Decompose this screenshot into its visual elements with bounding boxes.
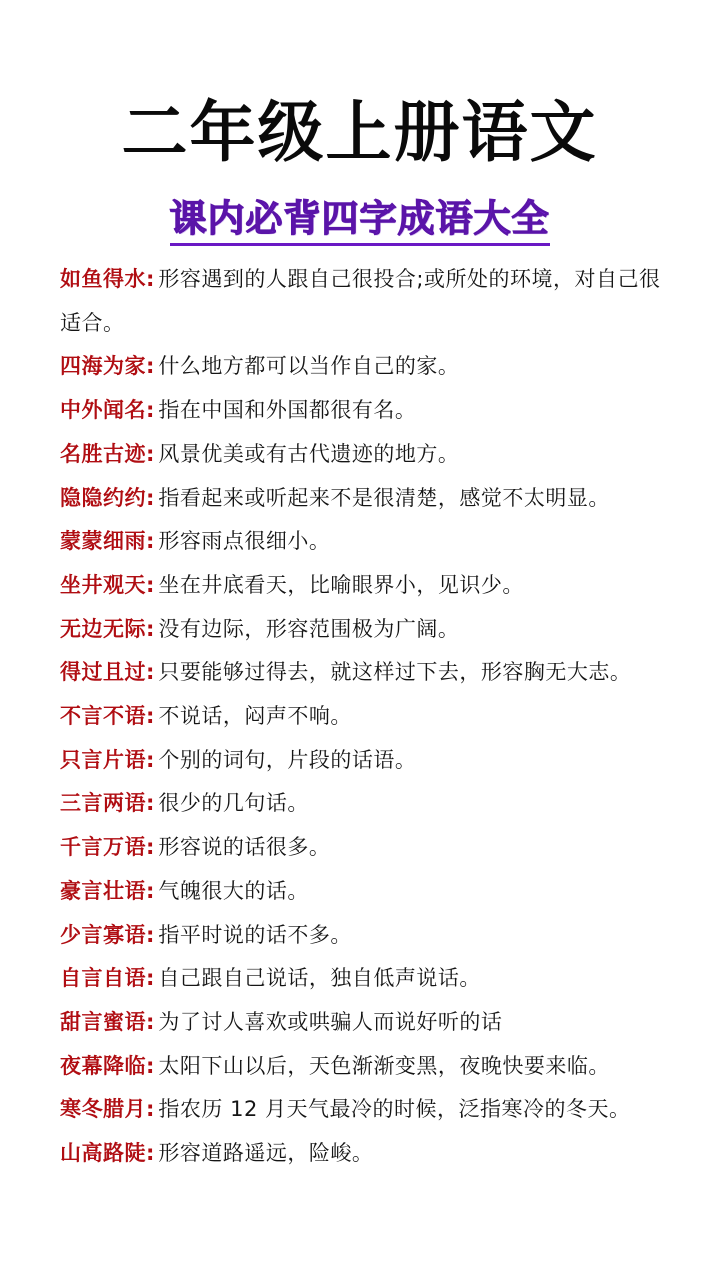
colon-separator: : [146, 354, 155, 379]
idiom-term: 甜言蜜语 [60, 1009, 146, 1034]
idiom-entry [60, 564, 680, 608]
colon-separator: : [146, 835, 155, 860]
idiom-term: 坐井观天 [60, 572, 146, 597]
colon-separator: : [146, 441, 155, 466]
idiom-entry [60, 345, 680, 389]
idiom-definition: 只要能够过得去，就这样过下去，形容胸无大志。 [158, 660, 632, 685]
idiom-term: 少言寡语 [60, 922, 146, 947]
colon-separator: : [146, 572, 155, 597]
colon-separator: : [146, 660, 155, 685]
idiom-entry [60, 1088, 680, 1132]
idiom-term: 隐隐约约 [60, 485, 146, 510]
idiom-entry [60, 826, 680, 870]
idiom-definition: 不说话，闷声不响。 [158, 704, 352, 729]
colon-separator: : [146, 791, 155, 816]
idiom-entry [60, 433, 680, 477]
idiom-entry [60, 608, 680, 652]
idiom-definition: 气魄很大的话。 [158, 878, 309, 903]
idiom-definition: 什么地方都可以当作自己的家。 [158, 354, 460, 379]
idiom-term: 不言不语 [60, 704, 146, 729]
idiom-term: 夜幕降临 [60, 1053, 146, 1078]
idiom-term: 千言万语 [60, 835, 146, 860]
idiom-list [60, 258, 680, 1176]
colon-separator: : [146, 485, 155, 510]
idiom-entry [60, 258, 680, 345]
idiom-entry [60, 695, 680, 739]
idiom-entry [60, 1132, 680, 1176]
idiom-term: 自言自语 [60, 966, 146, 991]
idiom-definition: 形容说的话很多。 [158, 835, 331, 860]
colon-separator: : [146, 878, 155, 903]
idiom-definition: 指在中国和外国都很有名。 [158, 398, 417, 423]
idiom-entry [60, 870, 680, 914]
colon-separator: : [146, 1053, 155, 1078]
idiom-entry [60, 739, 680, 783]
idiom-definition: 个别的词句，片段的话语。 [158, 747, 417, 772]
idiom-term: 山高路陡 [60, 1141, 146, 1166]
idiom-entry [60, 520, 680, 564]
idiom-definition: 指看起来或听起来不是很清楚，感觉不太明显。 [158, 485, 610, 510]
colon-separator: : [146, 398, 155, 423]
idiom-entry [60, 1001, 680, 1045]
idiom-term: 得过且过 [60, 660, 146, 685]
idiom-term: 如鱼得水 [60, 267, 146, 291]
colon-separator: : [146, 529, 155, 554]
subtitle-container [0, 196, 719, 246]
colon-separator: : [146, 704, 155, 729]
idiom-term: 寒冬腊月 [60, 1097, 146, 1122]
idiom-definition: 风景优美或有古代遗迹的地方。 [158, 441, 460, 466]
idiom-entry [60, 782, 680, 826]
idiom-entry [60, 1045, 680, 1089]
idiom-definition: 指农历 12 月天气最冷的时候，泛指寒冷的冬天。 [158, 1097, 631, 1122]
colon-separator: : [146, 1009, 155, 1034]
idiom-definition: 坐在井底看天，比喻眼界小，见识少。 [158, 572, 524, 597]
colon-separator: : [146, 267, 155, 291]
colon-separator: : [146, 616, 155, 641]
idiom-definition: 形容雨点很细小。 [158, 529, 331, 554]
idiom-definition: 自己跟自己说话，独自低声说话。 [158, 966, 481, 991]
idiom-definition: 没有边际，形容范围极为广阔。 [158, 616, 460, 641]
colon-separator: : [146, 1141, 155, 1166]
idiom-term: 三言两语 [60, 791, 146, 816]
idiom-entry [60, 477, 680, 521]
colon-separator: : [146, 1097, 155, 1122]
page-subtitle: 课内必背四字成语大全 [170, 196, 550, 246]
idiom-definition: 很少的几句话。 [158, 791, 309, 816]
idiom-definition: 形容道路遥远，险峻。 [158, 1141, 374, 1166]
idiom-term: 名胜古迹 [60, 441, 146, 466]
idiom-definition: 为了讨人喜欢或哄骗人而说好听的话 [158, 1009, 503, 1034]
colon-separator: : [146, 966, 155, 991]
idiom-entry [60, 957, 680, 1001]
idiom-entry [60, 651, 680, 695]
idiom-definition: 太阳下山以后，天色渐渐变黑，夜晚快要来临。 [158, 1053, 610, 1078]
idiom-entry [60, 914, 680, 958]
idiom-term: 豪言壮语 [60, 878, 146, 903]
idiom-definition: 指平时说的话不多。 [158, 922, 352, 947]
idiom-entry [60, 389, 680, 433]
idiom-term: 蒙蒙细雨 [60, 529, 146, 554]
idiom-definition: 形容遇到的人跟自己很投合;或所处的环境，对自己很适合。 [60, 267, 661, 335]
colon-separator: : [146, 922, 155, 947]
idiom-term: 四海为家 [60, 354, 146, 379]
idiom-term: 无边无际 [60, 616, 146, 641]
idiom-term: 只言片语 [60, 747, 146, 772]
idiom-term: 中外闻名 [60, 398, 146, 423]
page-title: 二年级上册语文 [121, 94, 598, 171]
colon-separator: : [146, 747, 155, 772]
